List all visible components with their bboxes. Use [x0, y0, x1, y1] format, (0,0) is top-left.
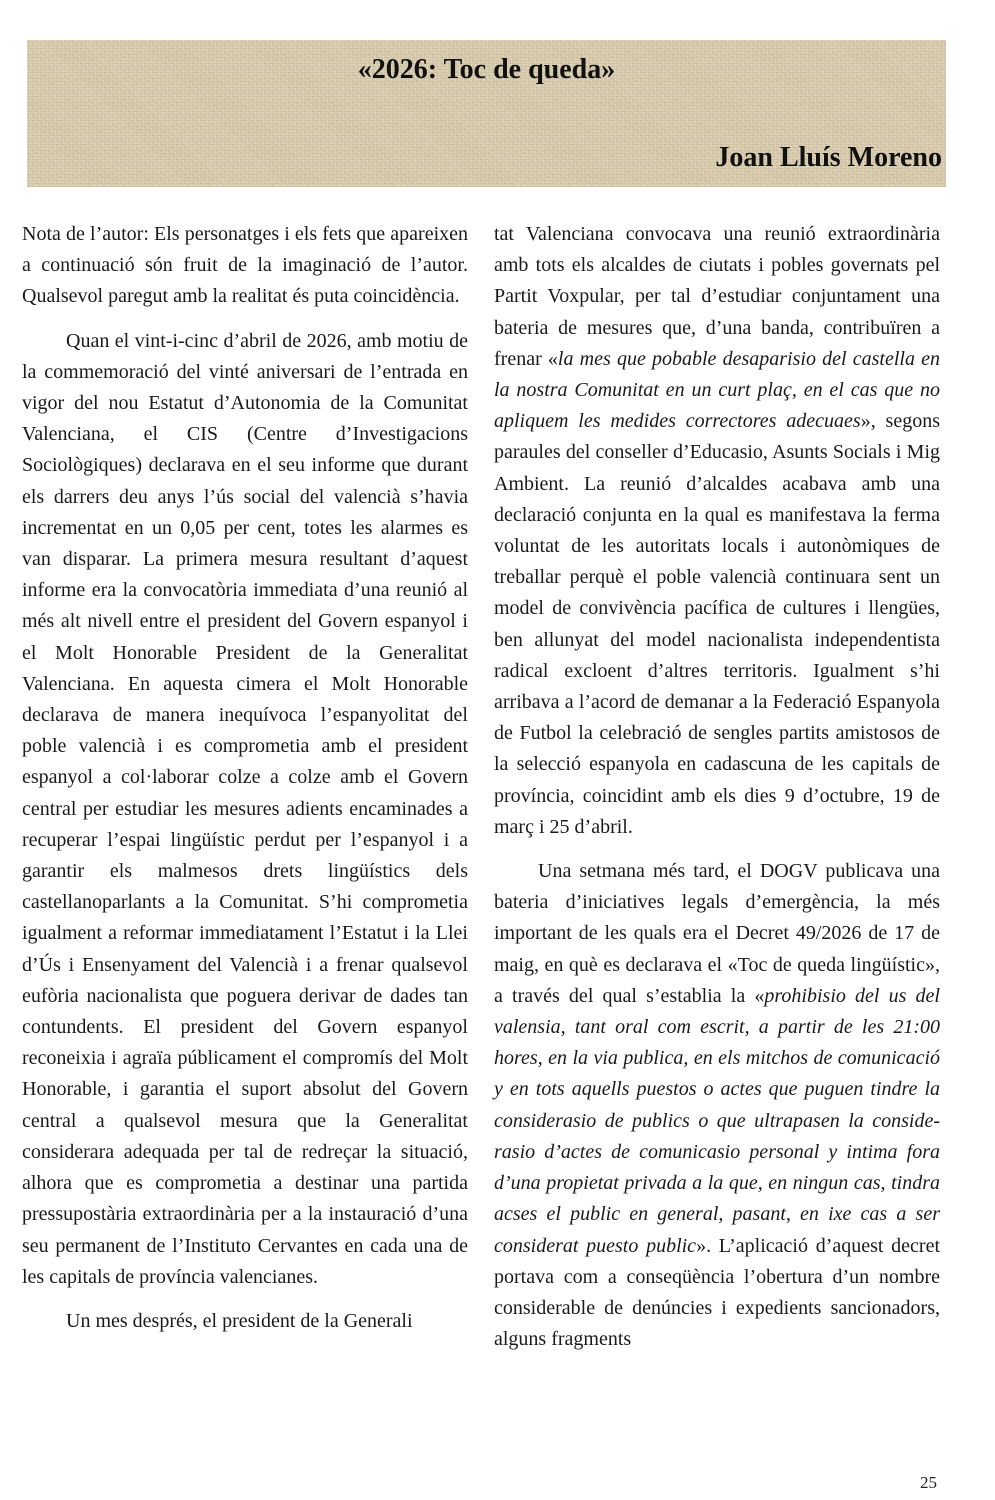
article-title: «2026: Toc de queda»	[357, 54, 616, 85]
body-paragraph: Un mes després, el president de la Generali	[66, 1309, 413, 1332]
title-banner	[27, 40, 946, 187]
paragraph-text: tat Valenciana convocava una reunió extraordinària amb tots els alcaldes de ciutats i pobles governats pel Partit Voxpular, per tal d’estudiar conjuntament una bateria de mesures que, d’una banda, contribuïren a frenar «	[494, 223, 940, 370]
paragraph-text: », segons paraules del conseller d’Educasio, Asunts Socials i Mig Ambient. La reunió d’alcaldes acabava amb una declaració conjunta en la qual es manifestava la ferma voluntat de les autoritats locals i autonòmiques de treballar perquè el poble valencià continuara sent un model de convivència pacífica de cultures i llengües, ben allunyat del model nacionalista independentista radical excloent d’altres territoris. Igualment s’hi arribava a l’acord de demanar a la Federació Espanyola de Futbol la celebració de sengles partits amistosos de la selecció espanyola en cadascuna de les capitals de província, coincidint amb els dies 9 d’octubre, 19 de març i 25 d’abril.	[494, 410, 940, 838]
left-text-column	[22, 219, 468, 1337]
paragraph-text: ». L’aplicació d’aquest decret portava com a conseqüència l’obertura d’un nombre considerable de denúncies i expedients sancionadors, alguns fragments	[494, 1234, 941, 1351]
article-author: Joan Lluís Moreno	[715, 142, 942, 173]
italic-quote: la mes que pobable desaparisio del castella en la nostra Comunitat en un curt plaç, en el cas que no apliquem les medides correctores adecuaes	[494, 347, 941, 433]
paragraph-text: Una setmana més tard, el DOGV publicava una bateria d’iniciatives legals d’emergència, la més important de les quals era el Decret 49/2026 de 17 de maig, en què es declarava el «Toc de queda lingüístic», a través del qual s’establia la «	[494, 860, 940, 1007]
page-number: 25	[920, 1473, 937, 1492]
body-paragraph: Quan el vint-i-cinc d’abril de 2026, amb motiu de la commemoració del vinté aniversari de l’entrada en vigor del nou Estatut d’Autonomia de la Comunitat Valenciana, el CIS (Centre d’Investigacions Sociològiques) declarava en el seu informe que durant els darrers deu anys l’ús social del valencià s’havia incrementat en un 0,05 per cent, totes les alarmes es van disparar. La primera mesura resultant d’aquest informe era la convocatòria immediata d’una reunió al més alt nivell entre el president del Govern espanyol i el Molt Honorable President de la Generalitat Valenciana. En aquesta cimera el Molt Honorable declarava de manera inequívoca l’espanyolitat del poble valencià i es comprometia amb el president espanyol a col·laborar colze a colze amb el Govern central per estudiar les mesures adients encaminades a recuperar l’espai lingüístic perdut per l’espanyol i a garantir els malmesos drets lingüístics dels castellanoparlants a la Comunitat. S’hi comprometia igualment a reformar immediatament l’Estatut i la Llei d’Ús i Ensenyament del Valencià i a frenar qualsevol eufòria nacionalista que poguera derivar de dades tan contundents. El president del Govern espanyol reconeixia i agraïa públicament el compromís del Molt Honorable, i garantia el suport absolut del Govern central a qualsevol mesura que la Generalitat considerara adequada per tal de redreçar la situació, alhora que es comprometia a destinar una partida pressupostària extraordinària per a la instauració d’una seu permanent de l’Instituto Cervantes en cada una de les capitals de província valencianes.	[22, 329, 468, 1288]
right-text-column	[494, 219, 940, 1355]
author-note-paragraph: Nota de l’autor: Els personatges i els fets que apareixen a continuació són fruit de la imaginació de l’autor. Qualsevol paregut amb la realitat és puta coincidència.	[22, 223, 468, 308]
italic-quote: prohibisio del us del valensia, tant oral com escrit, a partir de les 21:00 hores, en la via publica, en els mitchos de comunicació y en tots aquells puestos o actes que puguen tindre la considerasio de publics o que ultrapasen la considerasio d’actes de comunicasio personal y intima fora d’una propietat privada a la que, en ningun cas, tindra acses el public en general, pasant, en ixe cas a ser considerat puesto public	[494, 984, 940, 1257]
body-paragraph-continued	[494, 219, 940, 843]
body-paragraph	[494, 856, 940, 1355]
